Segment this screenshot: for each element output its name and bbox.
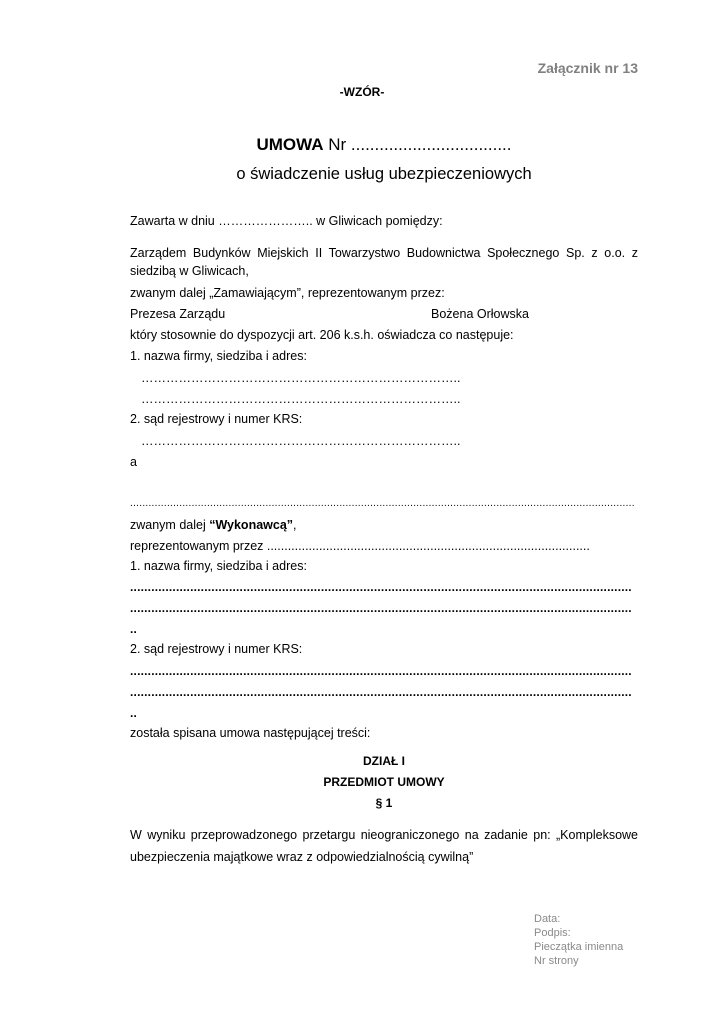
- party1-item1-line2: …………………………………………………………………..: [141, 392, 461, 406]
- party1-name: Zarządem Budynków Miejskich II Towarzystwo Budownictwa Społecznego Sp. z o.o. z: [130, 246, 638, 260]
- section-body-line1: W wyniku przeprowadzonego przetargu nieograniczonego na zadanie pn: „Kompleksowe: [130, 828, 638, 842]
- contract-subtitle: o świadczenie usług ubezpieczeniowych: [236, 165, 532, 183]
- section-part: DZIAŁ I: [363, 754, 405, 768]
- representative-name: Bożena Orłowska: [431, 307, 529, 321]
- section-heading: PRZEDMIOT UMOWY: [323, 775, 445, 789]
- contract-title: [0, 135, 724, 155]
- attachment-label: Załącznik nr 13: [537, 60, 638, 76]
- paragraph-mark: § 1: [375, 796, 393, 810]
- contractor-called-suffix: ,: [293, 518, 297, 532]
- footer-page-number: Nr strony: [534, 955, 579, 967]
- contractor-name-line: ....................................................................................................................................................................: [130, 498, 635, 509]
- contract-number-placeholder: Nr ..................................: [323, 135, 512, 154]
- party1-item2-line1: …………………………………………………………………..: [141, 434, 461, 448]
- contractor-called-bold: “Wykonawcą”: [209, 518, 294, 532]
- contractor-called: [130, 518, 297, 532]
- contractor-called-prefix: zwanym dalej: [130, 518, 210, 532]
- footer-signature: Podpis:: [534, 927, 571, 939]
- footer-date: Data:: [534, 913, 561, 925]
- contract-title-bold: UMOWA: [256, 135, 324, 154]
- template-label: -WZÓR-: [339, 85, 385, 99]
- contractor-item2-line2: ..............................................................................................................................................: [130, 685, 632, 699]
- party1-item2-label: 2. sąd rejestrowy i numer KRS:: [130, 412, 303, 426]
- contractor-item1-label: 1. nazwa firmy, siedziba i adres:: [130, 559, 307, 573]
- contractor-item2-label: 2. sąd rejestrowy i numer KRS:: [130, 642, 303, 656]
- footer-stamp: Pieczątka imienna: [534, 941, 624, 953]
- contractor-represented: reprezentowanym przez .............................................................................................: [130, 539, 590, 553]
- contractor-item2-tail: ..: [130, 706, 138, 720]
- contractor-item1-tail: ..: [130, 622, 138, 636]
- contractor-item1-line1: ..............................................................................................................................................: [130, 580, 632, 594]
- contractor-item2-line1: ..............................................................................................................................................: [130, 664, 632, 678]
- declaration-line: który stosownie do dyspozycji art. 206 k.s.h. oświadcza co następuje:: [130, 328, 514, 342]
- section-body-line2: ubezpieczenia majątkowe wraz z odpowiedzialnością cywilną”: [130, 850, 474, 864]
- party1-called: zwanym dalej „Zamawiającym”, reprezentowanym przez:: [130, 286, 445, 300]
- party1-seat: siedzibą w Gliwicach,: [130, 264, 249, 278]
- conjunction: a: [130, 455, 137, 469]
- party1-item1-line1: …………………………………………………………………..: [141, 371, 461, 385]
- concluded-line: Zawarta w dniu ………………….. w Gliwicach pomiędzy:: [130, 214, 443, 228]
- closing-line: została spisana umowa następującej treści:: [130, 726, 371, 740]
- contractor-item1-line2: ..............................................................................................................................................: [130, 601, 632, 615]
- representative-role: Prezesa Zarządu: [130, 307, 226, 321]
- party1-item1-label: 1. nazwa firmy, siedziba i adres:: [130, 349, 307, 363]
